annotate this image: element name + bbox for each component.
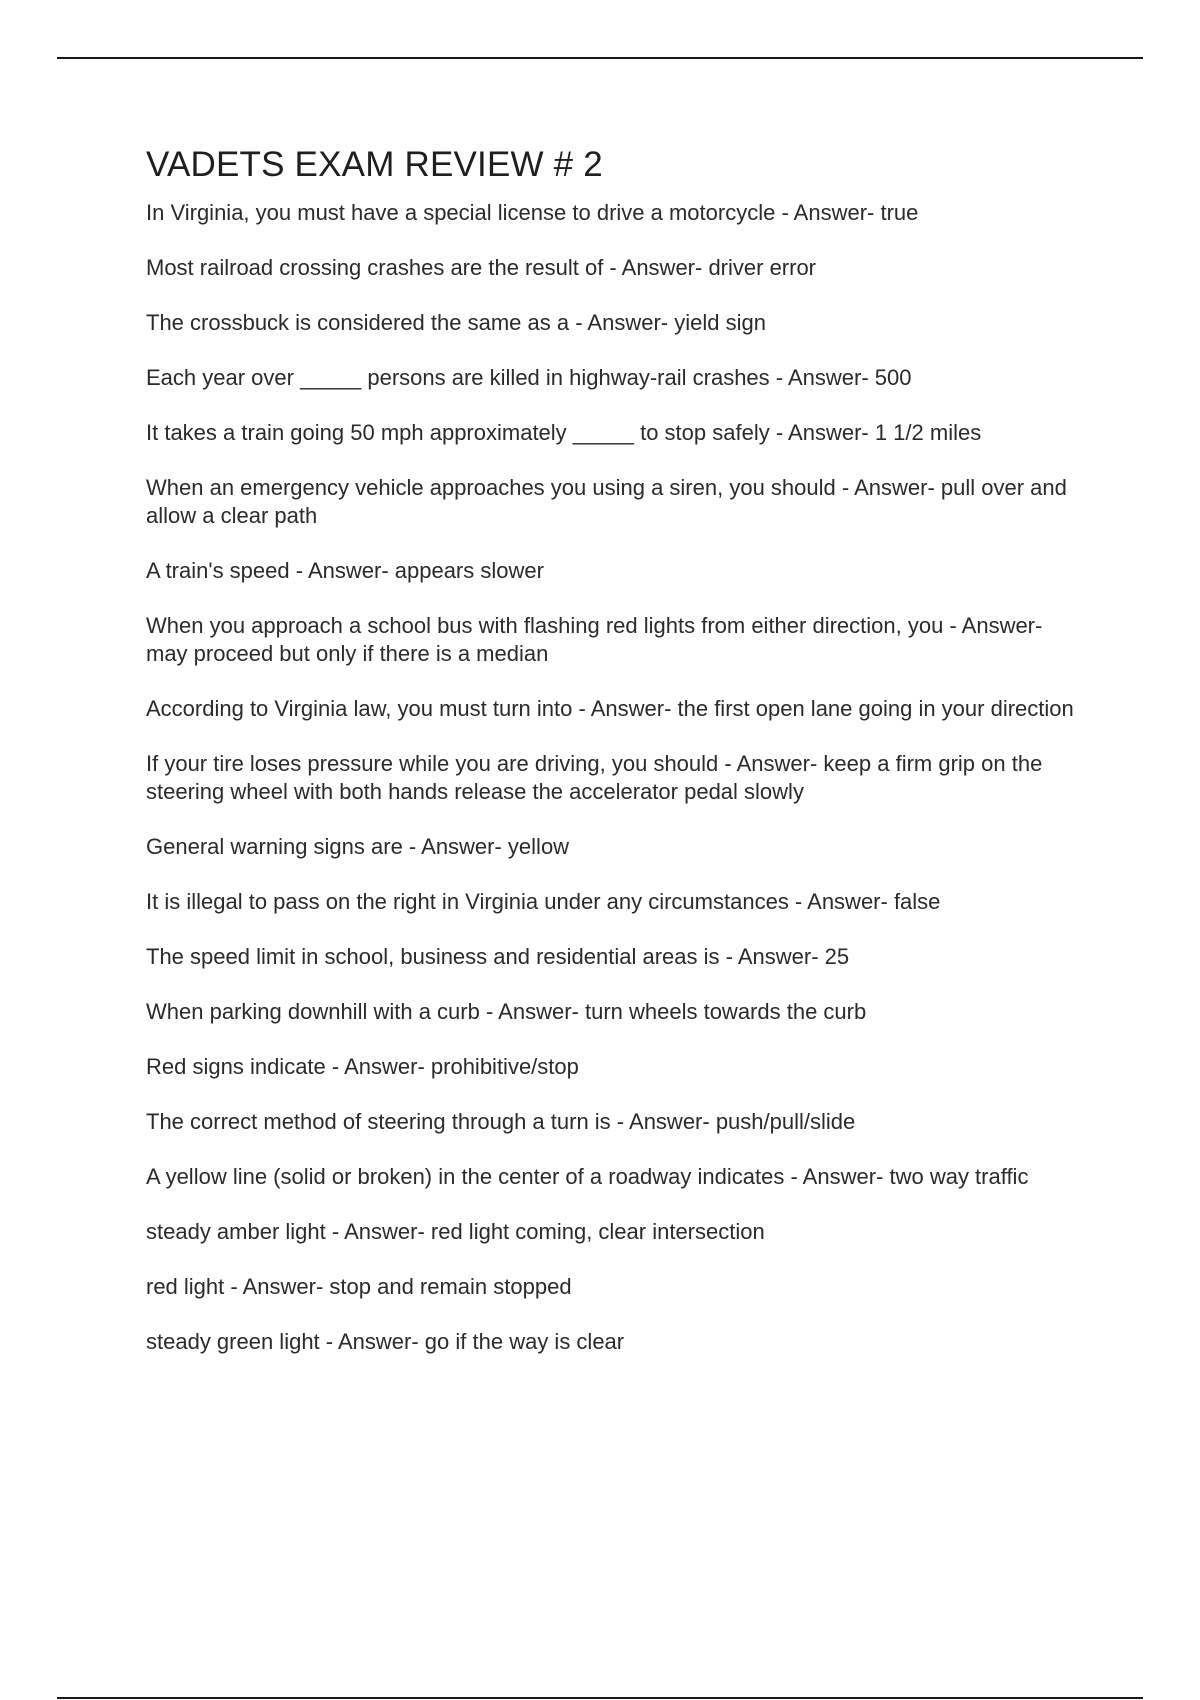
qa-item: When you approach a school bus with flashing red lights from either direction, you - Answer- may proceed but only if there is a median xyxy=(146,613,1043,666)
qa-item: The correct method of steering through a turn is - Answer- push/pull/slide xyxy=(146,1109,856,1134)
qa-item: If your tire loses pressure while you are driving, you should - Answer- keep a firm grip on the steering wheel with both hands release the accelerator pedal slowly xyxy=(146,751,1043,804)
qa-item: It is illegal to pass on the right in Virginia under any circumstances - Answer- false xyxy=(146,889,941,914)
qa-item: The crossbuck is considered the same as a - Answer- yield sign xyxy=(146,310,766,335)
qa-item: steady green light - Answer- go if the way is clear xyxy=(146,1329,625,1354)
question-answer-list xyxy=(146,199,1086,1356)
qa-item: It takes a train going 50 mph approximately _____ to stop safely - Answer- 1 1/2 miles xyxy=(146,420,982,445)
qa-item: Red signs indicate - Answer- prohibitive/stop xyxy=(146,1054,579,1079)
qa-item: A yellow line (solid or broken) in the center of a roadway indicates - Answer- two way traffic xyxy=(146,1164,1029,1189)
qa-item: red light - Answer- stop and remain stopped xyxy=(146,1274,572,1299)
qa-item: A train's speed - Answer- appears slower xyxy=(146,558,544,583)
document-title: VADETS EXAM REVIEW # 2 xyxy=(146,145,603,184)
qa-item: General warning signs are - Answer- yellow xyxy=(146,834,570,859)
qa-item: Each year over _____ persons are killed in highway-rail crashes - Answer- 500 xyxy=(146,365,912,390)
bottom-divider xyxy=(57,1697,1143,1699)
qa-item: In Virginia, you must have a special license to drive a motorcycle - Answer- true xyxy=(146,200,919,225)
top-divider xyxy=(57,57,1143,59)
qa-item: Most railroad crossing crashes are the result of - Answer- driver error xyxy=(146,255,817,280)
qa-item: The speed limit in school, business and residential areas is - Answer- 25 xyxy=(146,944,850,969)
document-content xyxy=(146,143,1086,1383)
qa-item: steady amber light - Answer- red light coming, clear intersection xyxy=(146,1219,765,1244)
qa-item: When an emergency vehicle approaches you using a siren, you should - Answer- pull over and allow a clear path xyxy=(146,475,1067,528)
qa-item: When parking downhill with a curb - Answer- turn wheels towards the curb xyxy=(146,999,867,1024)
qa-item: According to Virginia law, you must turn into - Answer- the first open lane going in your direction xyxy=(146,696,1074,721)
